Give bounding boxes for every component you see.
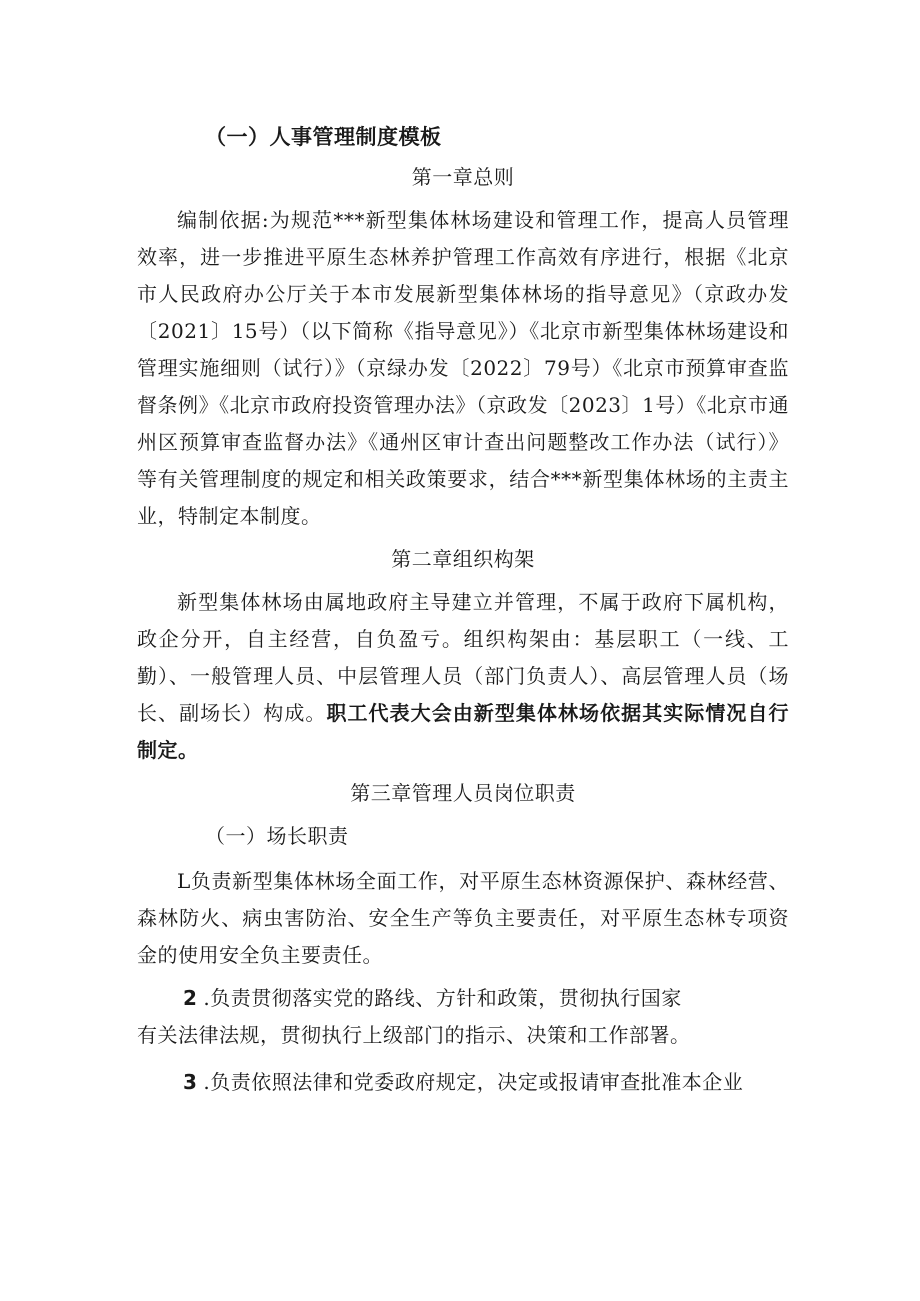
- duty-item-2-text: .负责贯彻落实党的路线、方针和政策，贯彻执行国家: [203, 986, 682, 1010]
- chapter2-paragraph-bold: 职工代表大会由新型集体林场依据其实际情况自行制定。: [137, 701, 790, 762]
- subsection-title: （一）场长职责: [205, 824, 349, 848]
- chapter3-title: 第三章管理人员岗位职责: [350, 781, 576, 805]
- chapter2-paragraph-normal: 新型集体林场由属地政府主导建立并管理，不属于政府下属机构，政企分开，自主经营，自负盈亏。组织构架由：基层职工（一线、工勤）、一般管理人员、中层管理人员（部门负责人）、高层管理人员（场长、副场长）构成。: [137, 590, 789, 725]
- chapter1-paragraph: 编制依据:为规范***新型集体林场建设和管理工作，提高人员管理效率，进一步推进平原生态林养护管理工作高效有序进行，根据《北京市人民政府办公厅关于本市发展新型集体林场的指导意见》（京政办发〔2021〕15号）（以下简称《指导意见》）《北京市新型集体林场建设和管理实施细则（试行）》（京绿办发〔2022〕79号）《北京市预算审查监督条例》《北京市政府投资管理办法》（京政发〔2023〕1号）《北京市通州区预算审查监督办法》《通州区审计查出问题整改工作办法（试行）》等有关管理制度的规定和相关政策要求，结合***新型集体林场的主责主业，特制定本制度。: [137, 208, 789, 528]
- duty-item-1: L负责新型集体林场全面工作，对平原生态林资源保护、森林经营、森林防火、病虫害防治、安全生产等负主要责任，对平原生态林专项资金的使用安全负主要责任。: [137, 869, 789, 967]
- chapter1-title: 第一章总则: [411, 165, 515, 189]
- duty-item-2-number: 2: [183, 986, 198, 1010]
- duty-item-3-number: 3: [183, 1070, 198, 1094]
- chapter2-paragraph: [137, 584, 789, 769]
- chapter2-title: 第二章组织构架: [391, 547, 535, 571]
- duty-item-3: [183, 1064, 789, 1101]
- duty-item-2-line1: [183, 980, 789, 1017]
- duty-item-3-text: .负责依照法律和党委政府规定，决定或报请审查批准本企业: [203, 1070, 744, 1094]
- document-body: [137, 118, 789, 1101]
- section-title: （一）人事管理制度模板: [205, 124, 442, 149]
- duty-item-2-line2: 有关法律法规，贯彻执行上级部门的指示、决策和工作部署。: [137, 1023, 691, 1047]
